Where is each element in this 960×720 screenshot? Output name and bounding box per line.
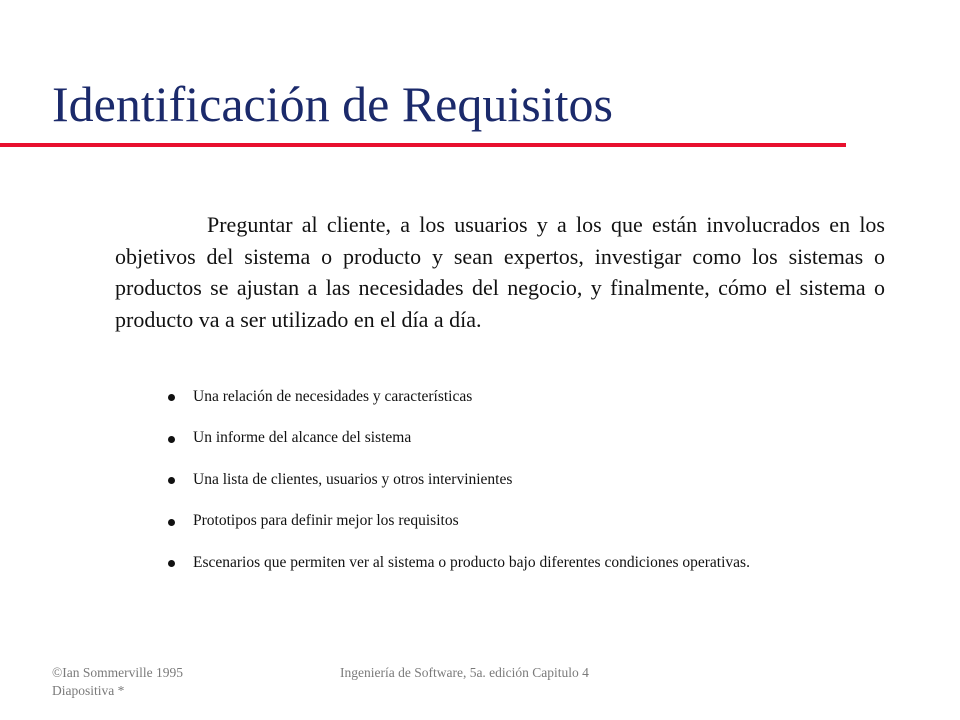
list-item-text: Escenarios que permiten ver al sistema o producto bajo diferentes condiciones operativas.	[193, 553, 750, 571]
bullet-dot-icon	[168, 477, 175, 484]
footer-book: Ingeniería de Software, 5a. edición Capitulo 4	[340, 665, 589, 680]
bullet-list	[168, 383, 750, 591]
list-item	[168, 508, 750, 535]
bullet-dot-icon	[168, 519, 175, 526]
footer-slide-label: Diapositiva *	[52, 683, 125, 698]
bullet-dot-icon	[168, 560, 175, 567]
bullet-dot-icon	[168, 436, 175, 443]
intro-paragraph: Preguntar al cliente, a los usuarios y a los que están involucrados en los objetivos del sistema o producto y sean expertos, investigar como los sistemas o productos se ajustan a las necesidades del negocio, y finalmente, cómo el sistema o producto va a ser utilizado en el día a día.	[115, 212, 885, 332]
footer-copyright: ©Ian Sommerville 1995	[52, 665, 183, 680]
list-item-text: Una relación de necesidades y características	[193, 387, 473, 405]
list-item-text: Una lista de clientes, usuarios y otros intervinientes	[193, 470, 513, 488]
title-underline	[0, 143, 846, 147]
list-item-text: Prototipos para definir mejor los requisitos	[193, 512, 459, 529]
slide-title: Identificación de Requisitos	[52, 76, 613, 132]
list-item	[168, 383, 750, 410]
bullet-dot-icon	[168, 394, 175, 401]
list-item	[168, 549, 750, 576]
list-item	[168, 466, 750, 493]
list-item-text: Un informe del alcance del sistema	[193, 429, 412, 446]
footer-left	[52, 664, 183, 700]
list-item	[168, 425, 750, 452]
